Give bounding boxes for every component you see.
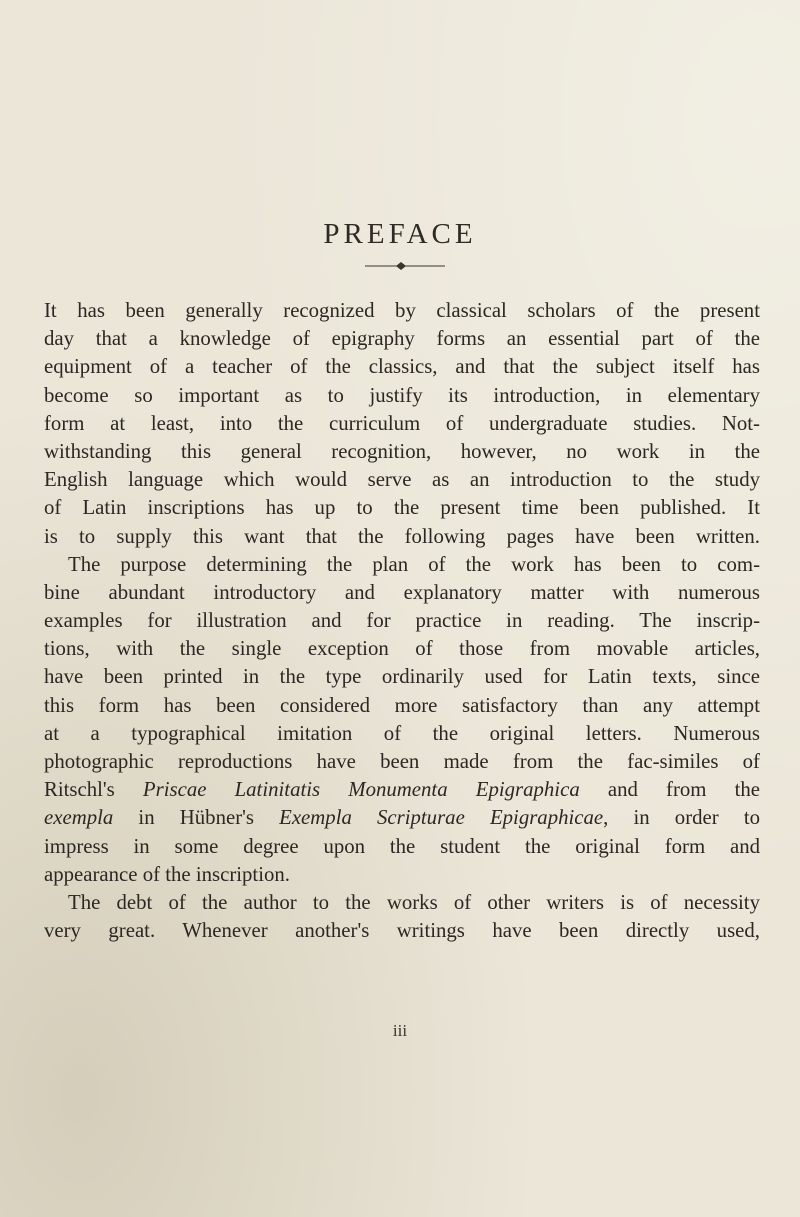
- text-line: The purpose determining the plan of the work has been to com-: [68, 552, 760, 576]
- text-line: become so important as to justify its introduction, in elementary: [44, 383, 760, 407]
- text-line: photographic reproductions have been made from the fac-similes of: [44, 750, 760, 773]
- text-line-with-italic: [44, 804, 760, 832]
- text-line: tions, with the single exception of those from movable articles,: [44, 637, 760, 661]
- text-segment: Ritschl's: [44, 778, 143, 802]
- text-line: equipment of a teacher of the classics, and that the subject itself has: [44, 355, 760, 379]
- text-segment: and from the: [579, 778, 761, 802]
- text-line: have been printed in the type ordinarily used for Latin texts, since: [44, 665, 760, 689]
- italic-title: Exempla Scripturae Epigraphicae: [279, 806, 604, 830]
- text-line: is to supply this want that the following pages have been written.: [44, 524, 760, 548]
- ornament-divider: [365, 260, 445, 272]
- text-line: examples for illustration and for practice in reading. The inscrip-: [44, 609, 760, 633]
- text-line: withstanding this general recognition, however, no work in the: [44, 439, 760, 463]
- text-segment: , in order to: [603, 806, 760, 830]
- text-line: form at least, into the curriculum of undergraduate studies. Not-: [44, 411, 760, 435]
- text-line: English language which would serve as an introduction to the study: [44, 468, 760, 492]
- text-line: impress in some degree upon the student the original form and: [44, 834, 760, 858]
- page-number: iii: [392, 1021, 408, 1040]
- italic-word: exempla: [44, 806, 114, 830]
- text-line: It has been generally recognized by classical scholars of the present: [44, 299, 760, 322]
- text-line: The debt of the author to the works of other writers is of necessity: [68, 890, 760, 914]
- italic-title: Priscae Latinitatis Monumenta Epigraphica: [142, 778, 580, 802]
- text-line: of Latin inscriptions has up to the present time been published. It: [44, 496, 760, 520]
- text-line: appearance of the inscription.: [44, 862, 290, 886]
- text-segment: in Hübner's: [113, 806, 280, 830]
- text-line: day that a knowledge of epigraphy forms an essential part of the: [44, 327, 760, 351]
- preface-body: [44, 297, 760, 945]
- page-heading: PREFACE: [323, 218, 477, 250]
- text-line: at a typographical imitation of the original letters. Numerous: [44, 721, 760, 745]
- text-line: bine abundant introductory and explanatory matter with numerous: [44, 580, 760, 604]
- text-line: very great. Whenever another's writings have been directly used,: [44, 919, 760, 943]
- text-line: this form has been considered more satisfactory than any attempt: [44, 693, 760, 717]
- text-line-with-italic: [44, 776, 760, 804]
